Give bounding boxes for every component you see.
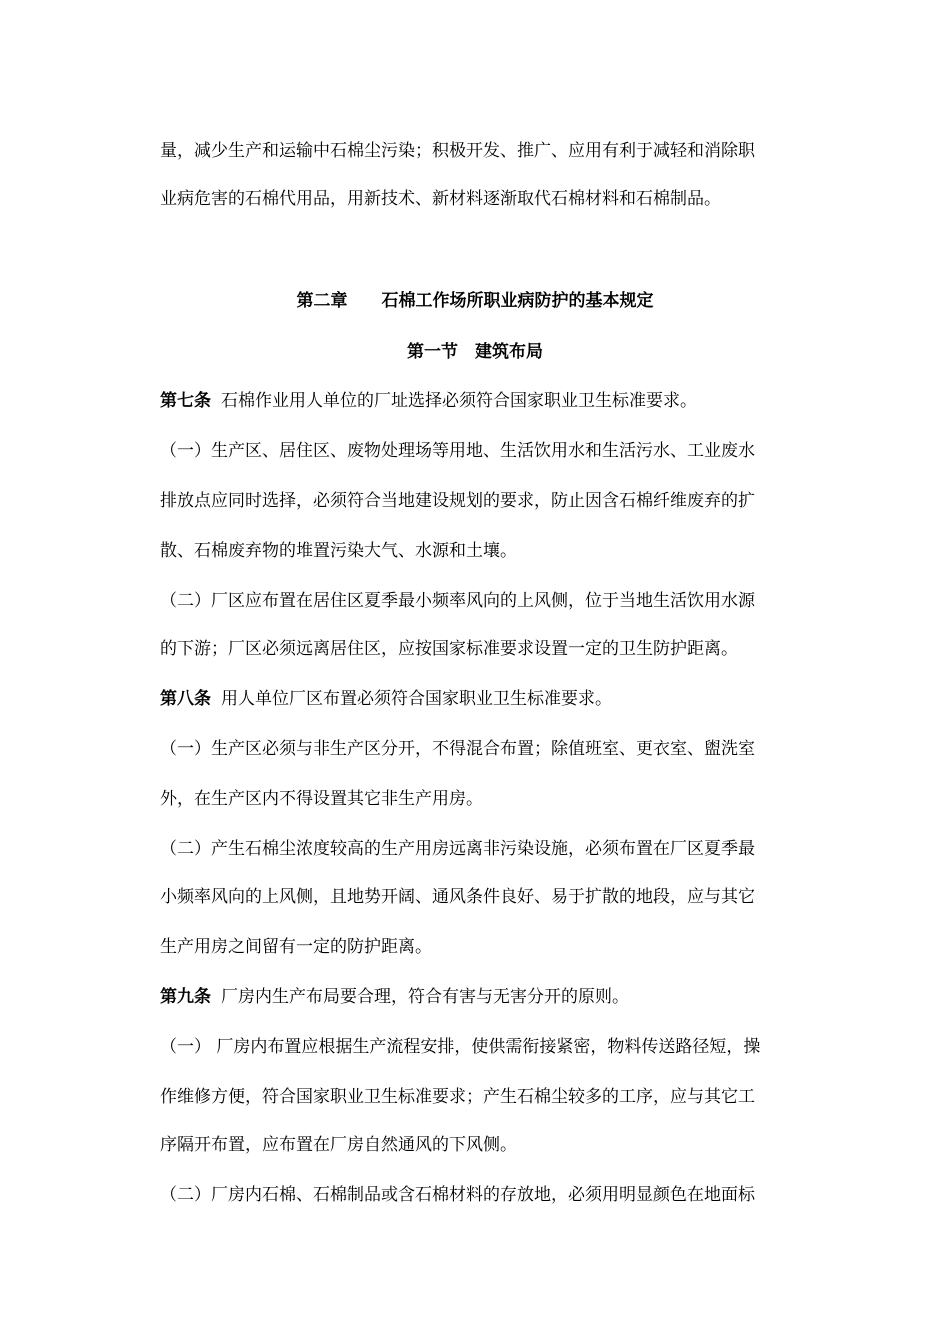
- article-8: [160, 688, 840, 710]
- article-8-item-1-line-2: 外，在生产区内不得设置其它非生产用房。: [160, 789, 483, 809]
- article-9-item-1-line-3: 序隔开布置，应布置在厂房自然通风的下风侧。: [160, 1135, 517, 1155]
- article-8-heading: 第八条: [160, 689, 211, 709]
- article-7-item-1-line-3: 散、石棉废弃物的堆置污染大气、水源和土壤。: [160, 541, 517, 561]
- intro-line-2: 业病危害的石棉代用品，用新技术、新材料逐渐取代石棉材料和石棉制品。: [160, 189, 721, 209]
- article-9-item-1-line-1: （一） 厂房内布置应根据生产流程安排，使供需衔接紧密，物料传送路径短，操: [160, 1037, 761, 1057]
- chapter-title: 第二章 石棉工作场所职业病防护的基本规定: [296, 291, 654, 311]
- section-title: 第一节 建筑布局: [407, 342, 543, 362]
- article-7-heading: 第七条: [160, 391, 211, 411]
- article-7-item-1-line-1: （一）生产区、居住区、废物处理场等用地、生活饮用水和生活污水、工业废水: [160, 441, 755, 461]
- article-7-item-2-line-2: 的下游；厂区必须远离居住区，应按国家标准要求设置一定的卫生防护距离。: [160, 639, 738, 659]
- article-9-item-1-line-2: 作维修方便，符合国家职业卫生标准要求；产生石棉尘较多的工序，应与其它工: [160, 1087, 755, 1107]
- intro-line-1: 量，减少生产和运输中石棉尘污染；积极开发、推广、应用有利于减轻和消除职: [160, 141, 755, 161]
- article-7: [160, 390, 840, 412]
- article-8-item-1-line-1: （一）生产区必须与非生产区分开，不得混合布置；除值班室、更衣室、盥洗室: [160, 739, 755, 759]
- article-9-text: 厂房内生产布局要合理，符合有害与无害分开的原则。: [221, 987, 629, 1007]
- article-7-text: 石棉作业用人单位的厂址选择必须符合国家职业卫生标准要求。: [221, 391, 697, 411]
- article-7-item-2-line-1: （二）厂区应布置在居住区夏季最小频率风向的上风侧，位于当地生活饮用水源: [160, 591, 755, 611]
- article-8-item-2-line-2: 小频率风向的上风侧，且地势开阔、通风条件良好、易于扩散的地段，应与其它: [160, 887, 755, 907]
- article-9-heading: 第九条: [160, 987, 211, 1007]
- article-9: [160, 986, 840, 1008]
- article-8-item-2-line-1: （二）产生石棉尘浓度较高的生产用房远离非污染设施，必须布置在厂区夏季最: [160, 839, 755, 859]
- article-8-text: 用人单位厂区布置必须符合国家职业卫生标准要求。: [221, 689, 612, 709]
- article-8-item-2-line-3: 生产用房之间留有一定的防护距离。: [160, 937, 432, 957]
- article-7-item-1-line-2: 排放点应同时选择，必须符合当地建设规划的要求，防止因含石棉纤维废弃的扩: [160, 491, 755, 511]
- article-9-item-2-line-1: （二）厂房内石棉、石棉制品或含石棉材料的存放地，必须用明显颜色在地面标: [160, 1185, 755, 1205]
